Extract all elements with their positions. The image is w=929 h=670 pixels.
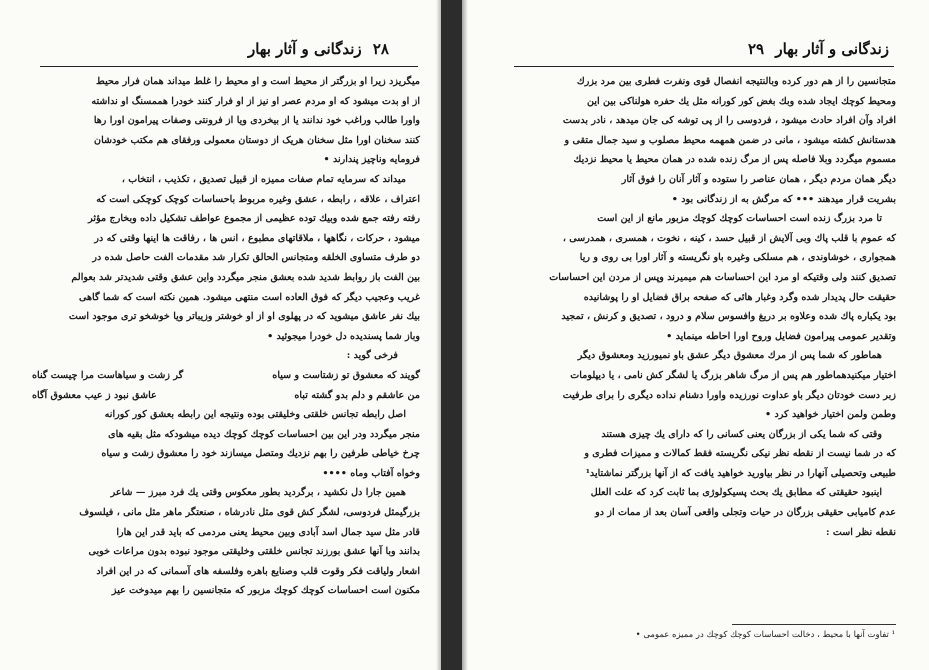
left-paragraph-lines-after-poem <box>32 405 420 601</box>
left-header-rule <box>40 66 418 67</box>
text-line: وخواه آفتاب وماه •••• <box>322 467 420 479</box>
text-line: هماطور که شما پس از مرك معشوق دیگر عشق باو نمیورزید ومعشوق دیگر <box>577 350 882 362</box>
text-line: عدم کامیابی حقیقی بزرگان در حیات وتجلی واقعی آسان بعد از ممات از دو <box>595 507 896 519</box>
footnote-rule <box>732 624 896 625</box>
left-page-header <box>248 40 395 58</box>
text-line: کنند سخنان اورا مثل سخنان هریک از دوستان معمولی ورفقای هم مکتب خودشان <box>94 134 420 146</box>
text-line: اختیار میکنیدهماطور هم پس از مرگ شاهر بزرگ یا لشگر کش نامی ، یا دیپلومات <box>570 369 896 381</box>
text-line: میشود ، حرکات ، نگاهها ، ملاقاتهای مطبوع ، انس ها ، رفاقت ها اینها وقتی که در <box>94 232 420 244</box>
right-page-body <box>516 72 896 542</box>
text-line: که عموم با قلب پاك وبی آلایش از قبیل حسد ، کینه ، نخوت ، همسری ، همدرسی ، <box>562 232 896 244</box>
left-page-title: زندگانی و آثار بهار <box>247 40 362 58</box>
text-line: زبر دست خودتان دیگر باو عداوت نورزیده واورا دشنام نداده دیگری را برای طرفیت <box>562 389 896 401</box>
text-line: واورا طالب وراغب خود ندانند یا از بیخردی ویا از فرونتی وصفات پیرامون اورا رها <box>93 115 420 127</box>
right-page <box>462 0 929 670</box>
text-line: اینبود حقیقتی که مطابق یك بحث پسیکولوژی بما ثابت کرد که علت العلل <box>590 487 882 499</box>
poem-hemistich: گر زشت و سیاهاست مرا چیست گناه <box>32 369 184 381</box>
text-line: بیك نفر عاشق میشوید که در پهلوی او از او خوشتر وزیباتر ویا خوشخو تری موجود است <box>68 311 420 323</box>
right-page-number: ۲۹ <box>747 40 765 58</box>
text-line: دو طرف متساوی الخلقه ومتجانس الحالق تکرار شد مقدمات الفت حاصل شده در <box>92 252 420 264</box>
text-line: هدستانش کشته میشود ، مانی در ضمن همهمه محیط مصلوب و سید جمال متقی و <box>564 134 896 146</box>
poem-hemistich: گویند که معشوق تو زشتاست و سیاه <box>272 369 420 381</box>
text-line: میداند که سرمایه تمام صفات ممیزه از قبیل تصدیق ، تکذیب ، انتخاب ، <box>121 173 406 185</box>
text-line: اصل رابطه تجانس خلقتی وخلیقتی بوده ونتیجه این رابطه بعشق کور کورانه <box>104 409 406 421</box>
text-line: همین جارا دل نکشید ، برگردید بطور معکوس وقتی یك فرد مبرز — شاعر <box>110 487 406 499</box>
text-line: ومحیط کوچك ایجاد شده وبك بغض کور کورانه مثل یك حفره هولناکی بین این <box>587 95 896 107</box>
text-line: بشریت قرار میدهند ••• که مرگش به از زندگانی بود • <box>671 193 896 205</box>
text-line: غریب وعجیب دیگر که فوق العاده است منتهی میشود. همین نکته است که شما گاهی <box>78 291 420 303</box>
text-line: چرخ خیاطی طرفین را بهم نزدیك ومتصل میسازند خود را معشوق زشت و سیاه <box>101 448 420 460</box>
right-header-rule <box>514 66 894 67</box>
text-line: بدانند وبا آنها عشق بورزند تجانس خلقتی وخلیقتی موجود نبوده بدون مراعات خوبی <box>88 546 420 558</box>
text-line: وطمن ولمن اختیار خواهید کرد • <box>765 409 896 421</box>
text-line: همجواری ، خوشاوندی ، هم مسلکی وغیره باو نگریسته و آثار اورا بی روی و ریا <box>579 252 896 264</box>
footnote: ¹ تفاوت آنها با محیط ، دخالت احساسات کوچك کوچك در ممیزه عمومی • <box>635 630 895 640</box>
text-line: اعتراف ، علاقه ، رابطه ، عشق وغیره مربوط باحساسات کوچک کوچکی است که <box>96 193 420 205</box>
gutter-shadow-right <box>462 0 468 670</box>
text-line: که در شما نیست از نقطه نظر نیکی نگریسته فقط کمالات و ممیزات فطری و <box>584 448 896 460</box>
text-line: میگریزد زیرا او بزرگتر از محیط است و او محیط را غلط میداند همان فرار محیط <box>95 76 420 87</box>
text-line: بود یکباره پاك شده وعلاوه بر دریغ وافسوس سلام و درود ، تصدیق و کرنش ، تمجید <box>561 311 896 323</box>
text-line: اشعار ولیاقت فکر وقوت قلب وصنایع باهره وفلسفه های آسمانی که در این افراد <box>96 565 420 577</box>
left-paragraph-lines <box>32 72 420 346</box>
text-line: منجر میگردد ودر این بین احساسات کوچك کوچك دیده میشودکه مثل بقیه های <box>108 428 420 440</box>
text-line: حقیقت حال پدیدار شده وگرد وغبار هائی که صفحه براق فضایل او را پوشانیده <box>583 291 896 303</box>
text-line: دیگر همان مردم دیگر ، همان عناصر را ستوده و آثار آنان را فوق آثار <box>621 173 896 185</box>
left-page-body <box>32 72 420 601</box>
text-line: بزرگیمثل فردوسی، لشگر کش قوی مثل نادرشاه ، صنعتگر ماهر مثل مانی ، فیلسوف <box>79 507 420 519</box>
poem-hemistich: من عاشقم و دلم بدو گشته تباه <box>294 389 420 401</box>
right-page-header <box>742 40 889 58</box>
left-page <box>0 0 441 670</box>
text-line: از او بدت میشود که او مردم عصر او نیز از او فرار کنند خودرا هممسنگ او نداشته <box>91 95 420 107</box>
text-line: رفته رفته جمع شده وبیك توده عظیمی از مجموع عواطف تشکیل داده وبخارج مؤثر <box>88 213 420 225</box>
text-line: قادر مثل سید جمال اسد آبادی وبین محیط یعنی مردمی که باید قدر این هارا <box>116 526 420 538</box>
text-line: وباز شما پسندیده دل خودرا میجوئید • <box>267 330 420 342</box>
poem-verse <box>32 366 420 386</box>
text-line: مسموم میگردد وبلا فاصله پس از مرگ زنده شده در همان محیط یا محیط نزدیك <box>573 154 896 166</box>
text-line: مکنون است احساسات کوچك کوچك مزبور که متجانسین را بهم میدوخت عیز <box>111 585 420 597</box>
text-line: افراد وآن افراد حادث میشود ، فردوسی را از پی توشه کی جان میدهد ، نادر بدست <box>562 115 896 127</box>
text-line: بین الفت باز روابط شدید شده بعشق منجر میگردد واین عشق وقتی شدیدتر شد بعوالم <box>71 271 420 283</box>
left-page-number: ۲۸ <box>372 40 389 58</box>
poem-attribution: فرخی گوید : <box>346 350 398 362</box>
poem-verse <box>32 386 420 406</box>
text-line: وقتی که شما یکی از بزرگان یعنی کسانی را که دارای یك چیزی هستند <box>601 428 882 440</box>
text-line: متجانسین را از هم دور کرده وبالنتیجه انفصال قوی ونفرت فطری بین مرد بزرك <box>576 76 896 87</box>
text-line: نقطه نظر است : <box>825 526 896 538</box>
gutter-shadow-left <box>436 0 441 670</box>
text-line: وتقدیر عمومی پیرامون فضایل وروح اورا احاطه مینماید • <box>666 330 896 342</box>
poem-hemistich: عاشق نبود ز عیب معشوق آگاه <box>32 389 157 401</box>
text-line: طبیعی وتحصیلی آنهارا در نظر بیاورید خواهید یافت که از آنها بزرگتر نماشتاید¹ <box>585 467 896 479</box>
text-line: تا مرد بزرگ زنده است احساسات کوچك کوچك مزبور مانع از این است <box>597 213 882 225</box>
text-line: تصدیق کنند ولی وقتیکه او مرد این احساسات هم میمیرند وپس از مردن این احساسات <box>549 271 896 283</box>
text-line: فرومایه وناچیز پندارند • <box>323 154 420 166</box>
right-page-title: زندگانی و آثار بهار <box>775 40 889 58</box>
